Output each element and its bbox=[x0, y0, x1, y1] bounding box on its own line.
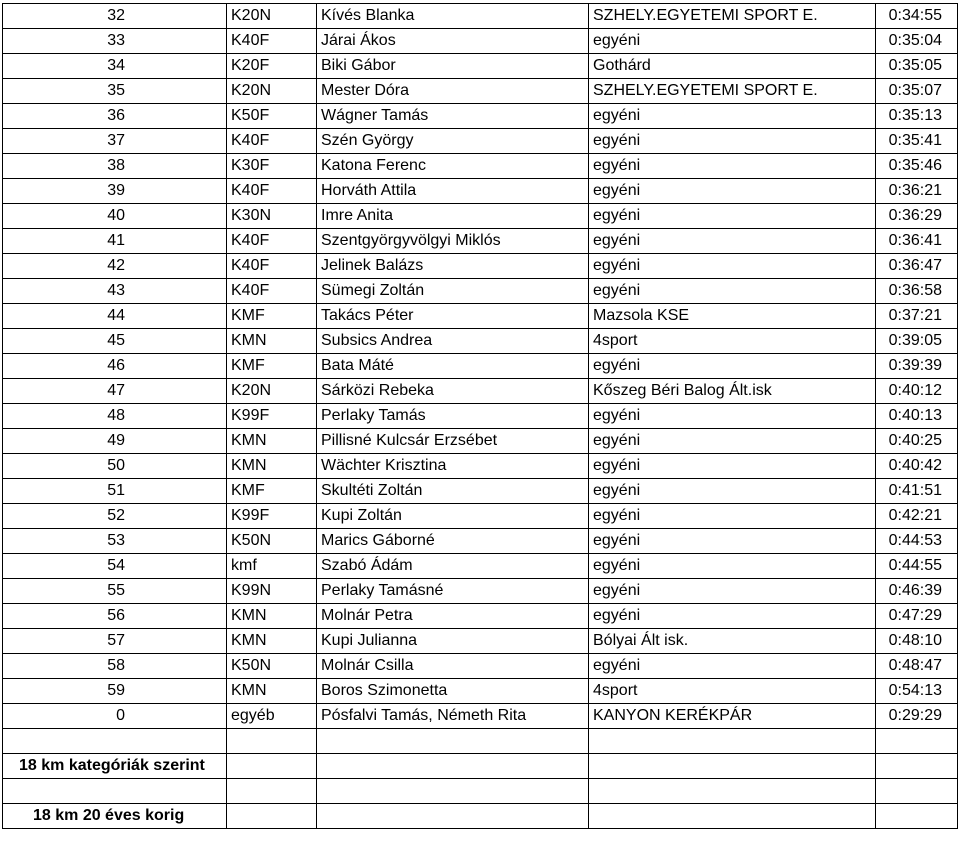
club-cell: 4sport bbox=[589, 329, 876, 354]
category-cell: KMF bbox=[227, 354, 317, 379]
table-row bbox=[3, 54, 958, 79]
subsection-header-row bbox=[3, 804, 958, 829]
place-cell: 47 bbox=[3, 379, 227, 404]
time-cell: 0:34:55 bbox=[876, 4, 958, 29]
place-cell: 56 bbox=[3, 604, 227, 629]
empty-row bbox=[3, 779, 958, 804]
category-cell: kmf bbox=[227, 554, 317, 579]
club-cell: SZHELY.EGYETEMI SPORT E. bbox=[589, 4, 876, 29]
category-cell: K50F bbox=[227, 104, 317, 129]
table-row bbox=[3, 679, 958, 704]
place-cell: 55 bbox=[3, 579, 227, 604]
table-row bbox=[3, 104, 958, 129]
category-cell: K40F bbox=[227, 229, 317, 254]
place-cell: 37 bbox=[3, 129, 227, 154]
category-cell: KMF bbox=[227, 479, 317, 504]
club-cell: KANYON KERÉKPÁR bbox=[589, 704, 876, 729]
name-cell: Pillisné Kulcsár Erzsébet bbox=[317, 429, 589, 454]
time-cell: 0:47:29 bbox=[876, 604, 958, 629]
time-cell: 0:40:13 bbox=[876, 404, 958, 429]
category-cell: K20N bbox=[227, 379, 317, 404]
place-cell: 45 bbox=[3, 329, 227, 354]
category-cell: K30N bbox=[227, 204, 317, 229]
time-cell: 0:44:55 bbox=[876, 554, 958, 579]
time-cell: 0:36:29 bbox=[876, 204, 958, 229]
time-cell: 0:35:05 bbox=[876, 54, 958, 79]
empty-row bbox=[3, 729, 958, 754]
club-cell: egyéni bbox=[589, 429, 876, 454]
table-row bbox=[3, 504, 958, 529]
time-cell: 0:35:07 bbox=[876, 79, 958, 104]
club-cell: egyéni bbox=[589, 279, 876, 304]
category-cell: K20N bbox=[227, 4, 317, 29]
results-rows bbox=[3, 4, 958, 729]
name-cell: Boros Szimonetta bbox=[317, 679, 589, 704]
table-row bbox=[3, 154, 958, 179]
category-cell: KMN bbox=[227, 604, 317, 629]
place-cell: 33 bbox=[3, 29, 227, 54]
name-cell: Sümegi Zoltán bbox=[317, 279, 589, 304]
name-cell: Perlaky Tamás bbox=[317, 404, 589, 429]
place-cell: 48 bbox=[3, 404, 227, 429]
club-cell: egyéni bbox=[589, 454, 876, 479]
table-row bbox=[3, 629, 958, 654]
table-row bbox=[3, 304, 958, 329]
table-row bbox=[3, 554, 958, 579]
place-cell: 51 bbox=[3, 479, 227, 504]
table-row bbox=[3, 579, 958, 604]
time-cell: 0:37:21 bbox=[876, 304, 958, 329]
category-cell: K40F bbox=[227, 279, 317, 304]
category-cell: KMN bbox=[227, 629, 317, 654]
time-cell: 0:35:04 bbox=[876, 29, 958, 54]
name-cell: Horváth Attila bbox=[317, 179, 589, 204]
time-cell: 0:35:46 bbox=[876, 154, 958, 179]
table-row bbox=[3, 229, 958, 254]
place-cell: 41 bbox=[3, 229, 227, 254]
place-cell: 52 bbox=[3, 504, 227, 529]
name-cell: Bata Máté bbox=[317, 354, 589, 379]
time-cell: 0:40:25 bbox=[876, 429, 958, 454]
table-row bbox=[3, 654, 958, 679]
table-row bbox=[3, 79, 958, 104]
time-cell: 0:48:47 bbox=[876, 654, 958, 679]
club-cell: egyéni bbox=[589, 604, 876, 629]
place-cell: 35 bbox=[3, 79, 227, 104]
club-cell: egyéni bbox=[589, 554, 876, 579]
club-cell: egyéni bbox=[589, 29, 876, 54]
place-cell: 0 bbox=[3, 704, 227, 729]
category-cell: K99F bbox=[227, 504, 317, 529]
category-cell: egyéb bbox=[227, 704, 317, 729]
place-cell: 50 bbox=[3, 454, 227, 479]
time-cell: 0:41:51 bbox=[876, 479, 958, 504]
time-cell: 0:36:41 bbox=[876, 229, 958, 254]
club-cell: Bólyai Ált isk. bbox=[589, 629, 876, 654]
time-cell: 0:54:13 bbox=[876, 679, 958, 704]
club-cell: egyéni bbox=[589, 204, 876, 229]
name-cell: Szén György bbox=[317, 129, 589, 154]
name-cell: Biki Gábor bbox=[317, 54, 589, 79]
category-cell: K99N bbox=[227, 579, 317, 604]
time-cell: 0:39:05 bbox=[876, 329, 958, 354]
name-cell: Molnár Petra bbox=[317, 604, 589, 629]
place-cell: 40 bbox=[3, 204, 227, 229]
time-cell: 0:40:42 bbox=[876, 454, 958, 479]
name-cell: Perlaky Tamásné bbox=[317, 579, 589, 604]
category-cell: K40F bbox=[227, 129, 317, 154]
place-cell: 39 bbox=[3, 179, 227, 204]
club-cell: egyéni bbox=[589, 254, 876, 279]
club-cell: Kőszeg Béri Balog Ált.isk bbox=[589, 379, 876, 404]
category-cell: K40F bbox=[227, 29, 317, 54]
results-table bbox=[2, 3, 958, 829]
place-cell: 32 bbox=[3, 4, 227, 29]
club-cell: egyéni bbox=[589, 354, 876, 379]
name-cell: Skultéti Zoltán bbox=[317, 479, 589, 504]
category-cell: K30F bbox=[227, 154, 317, 179]
name-cell: Katona Ferenc bbox=[317, 154, 589, 179]
club-cell: egyéni bbox=[589, 129, 876, 154]
table-row bbox=[3, 254, 958, 279]
time-cell: 0:44:53 bbox=[876, 529, 958, 554]
name-cell: Imre Anita bbox=[317, 204, 589, 229]
place-cell: 59 bbox=[3, 679, 227, 704]
time-cell: 0:40:12 bbox=[876, 379, 958, 404]
club-cell: Mazsola KSE bbox=[589, 304, 876, 329]
table-row bbox=[3, 354, 958, 379]
table-row bbox=[3, 529, 958, 554]
name-cell: Sárközi Rebeka bbox=[317, 379, 589, 404]
place-cell: 38 bbox=[3, 154, 227, 179]
club-cell: egyéni bbox=[589, 179, 876, 204]
time-cell: 0:36:58 bbox=[876, 279, 958, 304]
category-cell: K50N bbox=[227, 654, 317, 679]
section-header-row bbox=[3, 754, 958, 779]
table-row bbox=[3, 604, 958, 629]
place-cell: 54 bbox=[3, 554, 227, 579]
club-cell: egyéni bbox=[589, 154, 876, 179]
category-cell: K50N bbox=[227, 529, 317, 554]
place-cell: 53 bbox=[3, 529, 227, 554]
place-cell: 46 bbox=[3, 354, 227, 379]
place-cell: 43 bbox=[3, 279, 227, 304]
time-cell: 0:29:29 bbox=[876, 704, 958, 729]
name-cell: Szentgyörgyvölgyi Miklós bbox=[317, 229, 589, 254]
name-cell: Járai Ákos bbox=[317, 29, 589, 54]
table-row bbox=[3, 479, 958, 504]
name-cell: Kupi Julianna bbox=[317, 629, 589, 654]
place-cell: 36 bbox=[3, 104, 227, 129]
time-cell: 0:48:10 bbox=[876, 629, 958, 654]
time-cell: 0:42:21 bbox=[876, 504, 958, 529]
place-cell: 42 bbox=[3, 254, 227, 279]
time-cell: 0:36:21 bbox=[876, 179, 958, 204]
time-cell: 0:36:47 bbox=[876, 254, 958, 279]
club-cell: SZHELY.EGYETEMI SPORT E. bbox=[589, 79, 876, 104]
table-row bbox=[3, 454, 958, 479]
name-cell: Jelinek Balázs bbox=[317, 254, 589, 279]
category-cell: K40F bbox=[227, 179, 317, 204]
category-cell: KMF bbox=[227, 304, 317, 329]
club-cell: egyéni bbox=[589, 479, 876, 504]
table-row bbox=[3, 379, 958, 404]
place-cell: 44 bbox=[3, 304, 227, 329]
time-cell: 0:39:39 bbox=[876, 354, 958, 379]
time-cell: 0:35:41 bbox=[876, 129, 958, 154]
category-cell: KMN bbox=[227, 429, 317, 454]
club-cell: Gothárd bbox=[589, 54, 876, 79]
club-cell: 4sport bbox=[589, 679, 876, 704]
table-row bbox=[3, 329, 958, 354]
table-row bbox=[3, 179, 958, 204]
category-cell: K99F bbox=[227, 404, 317, 429]
time-cell: 0:46:39 bbox=[876, 579, 958, 604]
place-cell: 34 bbox=[3, 54, 227, 79]
table-row bbox=[3, 429, 958, 454]
table-row bbox=[3, 704, 958, 729]
club-cell: egyéni bbox=[589, 654, 876, 679]
name-cell: Wächter Krisztina bbox=[317, 454, 589, 479]
table-row bbox=[3, 279, 958, 304]
place-cell: 58 bbox=[3, 654, 227, 679]
name-cell: Kupi Zoltán bbox=[317, 504, 589, 529]
name-cell: Takács Péter bbox=[317, 304, 589, 329]
name-cell: Mester Dóra bbox=[317, 79, 589, 104]
place-cell: 57 bbox=[3, 629, 227, 654]
club-cell: egyéni bbox=[589, 404, 876, 429]
subsection-title: 18 km 20 éves korig bbox=[3, 804, 227, 829]
name-cell: Wágner Tamás bbox=[317, 104, 589, 129]
name-cell: Molnár Csilla bbox=[317, 654, 589, 679]
name-cell: Szabó Ádám bbox=[317, 554, 589, 579]
category-cell: K20F bbox=[227, 54, 317, 79]
table-row bbox=[3, 4, 958, 29]
name-cell: Kívés Blanka bbox=[317, 4, 589, 29]
name-cell: Marics Gáborné bbox=[317, 529, 589, 554]
category-cell: KMN bbox=[227, 329, 317, 354]
name-cell: Subsics Andrea bbox=[317, 329, 589, 354]
category-cell: K40F bbox=[227, 254, 317, 279]
category-cell: KMN bbox=[227, 679, 317, 704]
section-title: 18 km kategóriák szerint bbox=[3, 754, 227, 779]
club-cell: egyéni bbox=[589, 504, 876, 529]
name-cell: Pósfalvi Tamás, Németh Rita bbox=[317, 704, 589, 729]
club-cell: egyéni bbox=[589, 104, 876, 129]
table-row bbox=[3, 404, 958, 429]
time-cell: 0:35:13 bbox=[876, 104, 958, 129]
category-cell: KMN bbox=[227, 454, 317, 479]
club-cell: egyéni bbox=[589, 529, 876, 554]
table-row bbox=[3, 204, 958, 229]
club-cell: egyéni bbox=[589, 579, 876, 604]
place-cell: 49 bbox=[3, 429, 227, 454]
category-cell: K20N bbox=[227, 79, 317, 104]
table-row bbox=[3, 129, 958, 154]
club-cell: egyéni bbox=[589, 229, 876, 254]
table-row bbox=[3, 29, 958, 54]
